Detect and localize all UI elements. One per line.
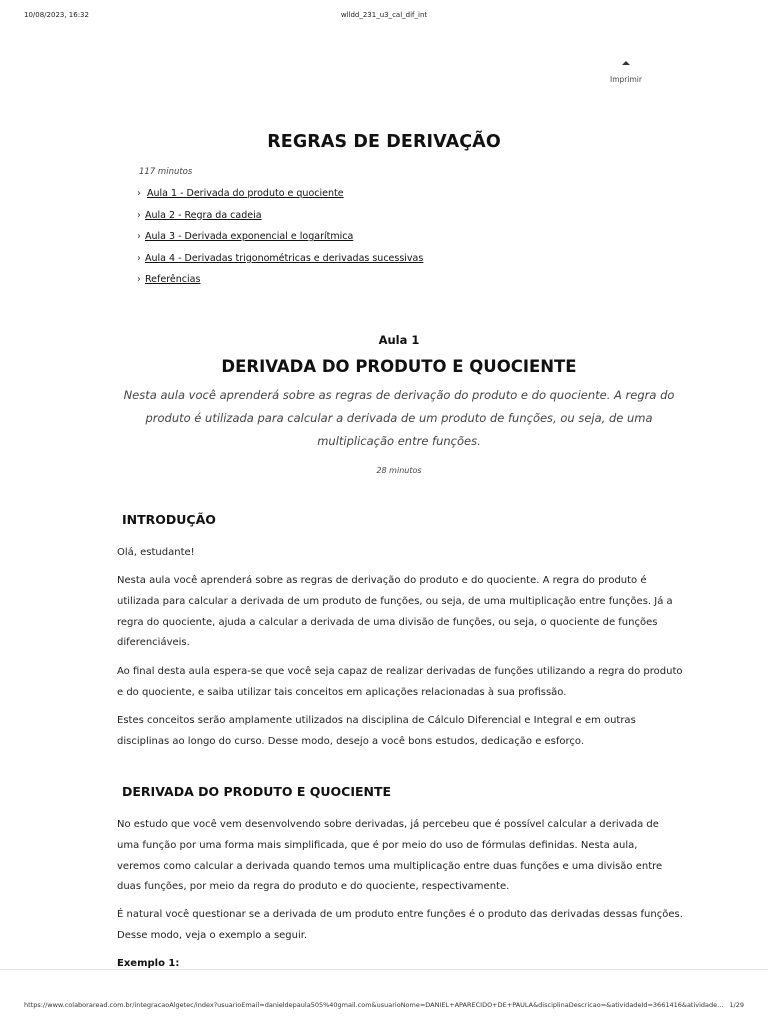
toc-link-aula-4[interactable]: Aula 4 - Derivadas trigonométricas e derivadas sucessivas	[145, 252, 424, 264]
page-title: REGRAS DE DERIVAÇÃO	[267, 132, 501, 152]
total-duration: 117 minutos	[139, 167, 193, 177]
toc-link-aula-3[interactable]: Aula 3 - Derivada exponencial e logarítmica	[145, 231, 354, 242]
chevron-right-icon: ›	[137, 231, 141, 242]
section-heading-introducao: INTRODUÇÃO	[122, 512, 216, 527]
paragraph: Olá, estudante!	[117, 547, 195, 558]
toc-item	[137, 231, 423, 253]
paragraph: Ao final desta aula espera-se que você seja capaz de realizar derivadas de funções utilizando a regra do produto e do quociente, e saiba utilizar tais conceitos em aplicações relacionadas à sua profissão.	[117, 666, 683, 698]
example-label: Exemplo 1:	[117, 958, 180, 969]
page-number: 1/29	[729, 1001, 744, 1009]
chevron-right-icon: ›	[137, 252, 141, 264]
table-of-contents	[137, 188, 423, 296]
print-footer-url: https://www.colaboraread.com.br/integracaoAlgetec/index?usuarioEmail=danieldepaula505%40gmail.com&usuarioNome=DANIEL+APARECIDO+DE+PAULA&disciplinaDescricao=&atividadeId=3661416&atividade...	[24, 1001, 724, 1009]
print-button[interactable]	[606, 61, 646, 86]
toc-link-aula-1[interactable]: Aula 1 - Derivada do produto e quociente	[147, 188, 344, 199]
paragraph: No estudo que você vem desenvolvendo sobre derivadas, já percebeu que é possível calcular a derivada de uma função por uma forma mais simplificada, que é por meio do uso de fórmulas definidas. Nesta aula, veremos como calcular a derivada quando temos uma multiplicação entre duas funções e uma divisão entre duas funções, por meio da regra do produto e do quociente, respectivamente.	[117, 819, 663, 893]
print-doc-title: wlldd_231_u3_cal_dif_int	[340, 11, 428, 19]
print-date: 10/08/2023, 16:32	[24, 11, 89, 19]
paragraph: Nesta aula você aprenderá sobre as regras de derivação do produto e do quociente. A regra do produto é utilizada para calcular a derivada de um produto de funções, ou seja, de uma multiplicação entre funções. Já a regra do quociente, ajuda a calcular a derivada de uma divisão de funções, ou seja, o quociente de funções diferenciáveis.	[117, 575, 673, 649]
chevron-right-icon: ›	[137, 188, 141, 199]
toc-link-aula-2[interactable]: Aula 2 - Regra da cadeia	[145, 209, 262, 221]
toc-link-referencias[interactable]: Referências	[145, 274, 201, 285]
divider	[0, 969, 768, 970]
toc-item	[137, 274, 423, 296]
lesson-label: Aula 1	[378, 333, 420, 347]
print-label: Imprimir	[610, 75, 642, 84]
lesson-title: DERIVADA DO PRODUTO E QUOCIENTE	[221, 357, 577, 376]
toc-item	[137, 188, 423, 210]
toc-item	[137, 253, 423, 275]
chevron-right-icon: ›	[137, 209, 141, 221]
section-heading-derivada: DERIVADA DO PRODUTO E QUOCIENTE	[122, 784, 392, 799]
print-arrow-icon	[622, 61, 630, 65]
chevron-right-icon: ›	[137, 274, 141, 285]
lesson-description: Nesta aula você aprenderá sobre as regras de derivação do produto e do quociente. A regra do produto é utilizada para calcular a derivada de um produto de funções, ou seja, de uma multiplicação entre funções.	[123, 388, 675, 448]
paragraph: Estes conceitos serão amplamente utilizados na disciplina de Cálculo Diferencial e Integral e em outras disciplinas ao longo do curso. Desse modo, desejo a você bons estudos, dedicação e esforço.	[117, 715, 636, 747]
toc-item	[137, 210, 423, 232]
paragraph: É natural você questionar se a derivada de um produto entre funções é o produto das derivadas dessas funções. Desse modo, veja o exemplo a seguir.	[117, 909, 683, 941]
lesson-duration: 28 minutos	[376, 466, 422, 475]
